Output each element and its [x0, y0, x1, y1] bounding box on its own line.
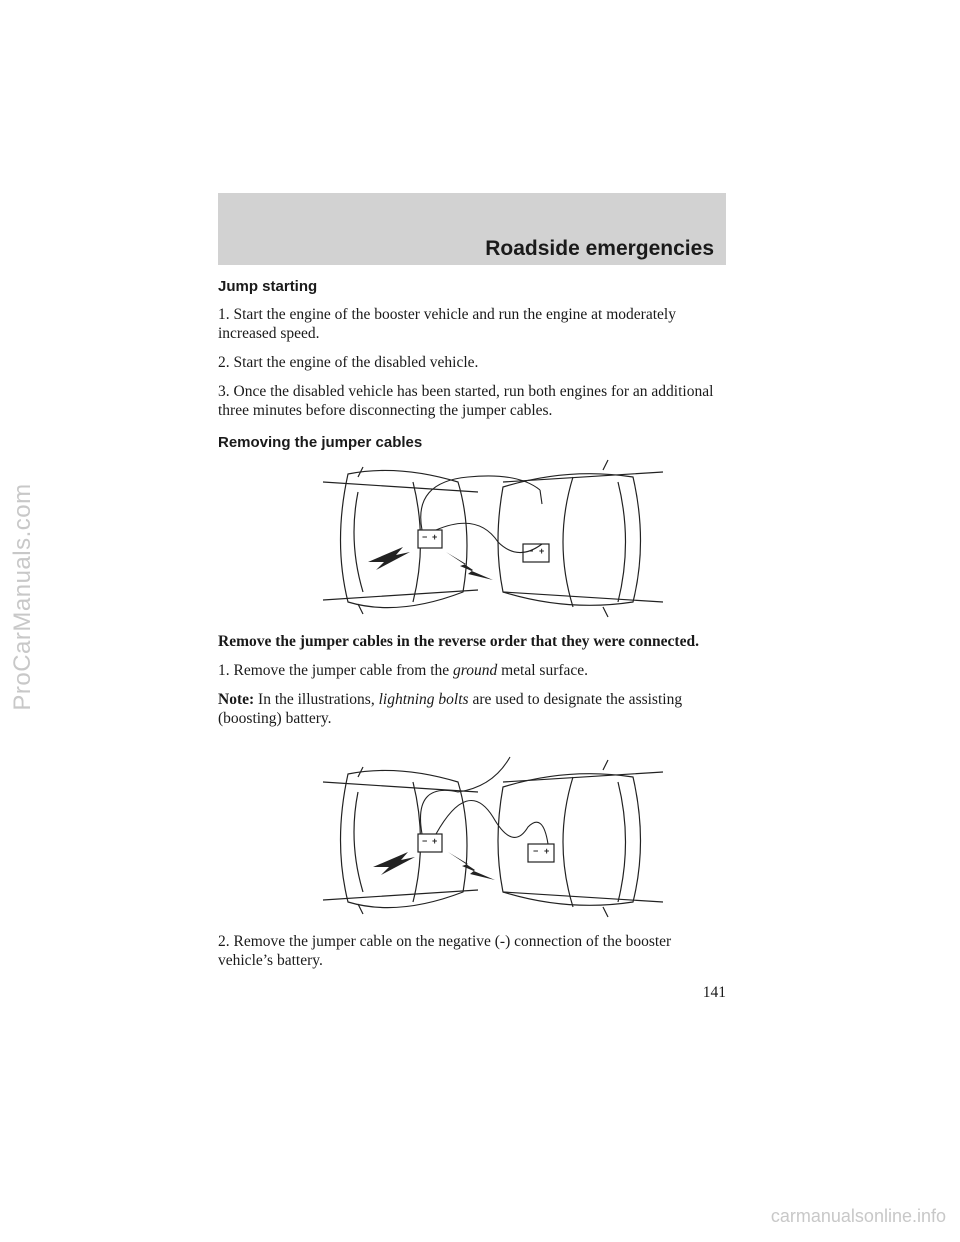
removal-step-1-end: metal surface.	[497, 662, 589, 679]
disabled-battery-plus: +	[432, 532, 438, 542]
cable-ground	[421, 476, 540, 530]
removal-intro: Remove the jumper cables in the reverse order that they were connected.	[218, 633, 699, 650]
lightning-bolt-icon	[448, 852, 495, 880]
jump-step-2: 2. Start the engine of the disabled vehicle.	[218, 354, 479, 371]
jump-diagram-negative-removal	[318, 752, 668, 920]
removal-step-2-block	[218, 932, 726, 980]
note-label: Note:	[218, 691, 255, 708]
disabled-battery-minus: −	[422, 532, 428, 542]
note-paragraph	[218, 690, 726, 728]
page-number: 141	[702, 984, 726, 1001]
jump-diagram-2-svg	[318, 752, 668, 920]
booster-battery-plus: +	[539, 546, 545, 556]
booster-car-outline	[498, 460, 663, 617]
cable-negative	[436, 801, 548, 844]
removal-step-2: 2. Remove the jumper cable on the negative (-) connection of the booster vehicle’s battery.	[218, 933, 672, 969]
jump-step-3: 3. Once the disabled vehicle has been started, run both engines for an additional three minutes before disconnecting the jumper cables.	[218, 383, 714, 419]
section-title: Roadside emergencies	[485, 237, 714, 260]
ground-term: ground	[453, 662, 498, 679]
page-content	[218, 278, 726, 461]
lightning-bolt-icon	[368, 547, 410, 570]
footer-watermark: carmanualsonline.info	[770, 1206, 946, 1226]
heading-jump-starting: Jump starting	[218, 278, 318, 295]
disabled-car-outline	[323, 767, 478, 914]
side-watermark: ProCarManuals.com	[9, 483, 36, 711]
section-header-band	[218, 193, 726, 265]
removal-instructions	[218, 632, 726, 738]
removal-step-1-text: 1. Remove the jumper cable from the	[218, 662, 454, 679]
heading-removing-cables: Removing the jumper cables	[218, 434, 423, 451]
ground-clamp	[540, 490, 542, 504]
jump-diagram-ground-removal	[318, 452, 668, 620]
removal-step-1	[218, 661, 726, 680]
lightning-bolt-icon	[446, 552, 493, 580]
lightning-bolt-icon	[373, 852, 415, 875]
lightning-bolts-term: lightning bolts	[378, 691, 469, 708]
disabled-battery-minus: −	[422, 836, 428, 846]
booster-car-outline	[498, 760, 663, 917]
note-text: In the illustrations,	[254, 691, 379, 708]
booster-battery	[528, 844, 554, 862]
note-text-end: are used to designate the assisting (boosting) battery.	[218, 691, 683, 727]
booster-battery-plus: +	[544, 846, 550, 856]
booster-battery-minus: −	[533, 846, 539, 856]
jump-diagram-1-svg	[318, 452, 668, 620]
jump-step-1: 1. Start the engine of the booster vehicle and run the engine at moderately increased speed.	[218, 306, 676, 342]
disabled-battery-plus: +	[432, 836, 438, 846]
booster-battery-minus: −	[528, 546, 534, 556]
disabled-car-outline	[323, 467, 478, 614]
booster-battery	[523, 544, 549, 562]
